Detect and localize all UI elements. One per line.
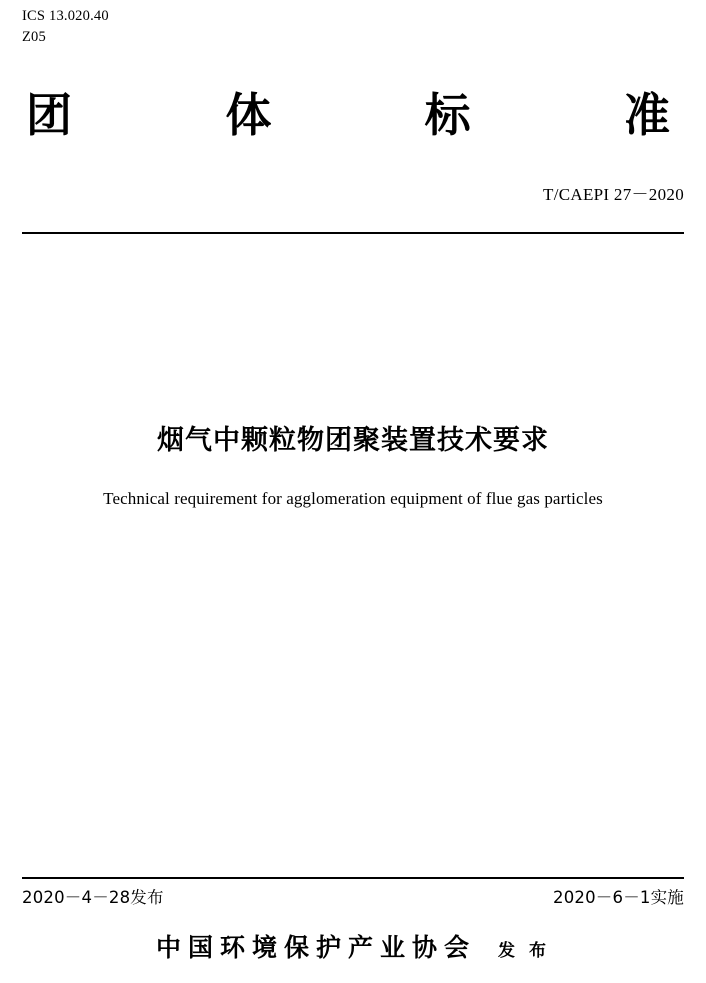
document-title-english: Technical requirement for agglomeration equipment of flue gas particles [103, 489, 603, 508]
standard-type-char-4: 准 [623, 88, 670, 142]
standard-number: T/CAEPI 27－2020 [543, 185, 684, 204]
date-row [22, 884, 684, 908]
document-title-chinese: 烟气中颗粒物团聚装置技术要求 [157, 425, 549, 456]
issue-date: 2020－4－28发布 [22, 888, 164, 907]
footer-divider [22, 877, 684, 879]
publisher-verb: 发 布 [498, 941, 550, 961]
standard-type-char-1: 团 [26, 88, 72, 142]
implement-date: 2020－6－1实施 [553, 888, 684, 907]
classification-code: Z05 [22, 29, 46, 46]
publisher-name: 中国环境保护产业协会 [156, 933, 477, 962]
standard-type-char-3: 标 [424, 88, 471, 142]
publisher-line [0, 928, 706, 964]
standard-type-title [26, 88, 670, 142]
header-divider [22, 232, 684, 234]
ics-code: ICS 13.020.40 [22, 8, 109, 24]
standard-type-char-2: 体 [225, 88, 272, 142]
ics-block [22, 6, 109, 48]
